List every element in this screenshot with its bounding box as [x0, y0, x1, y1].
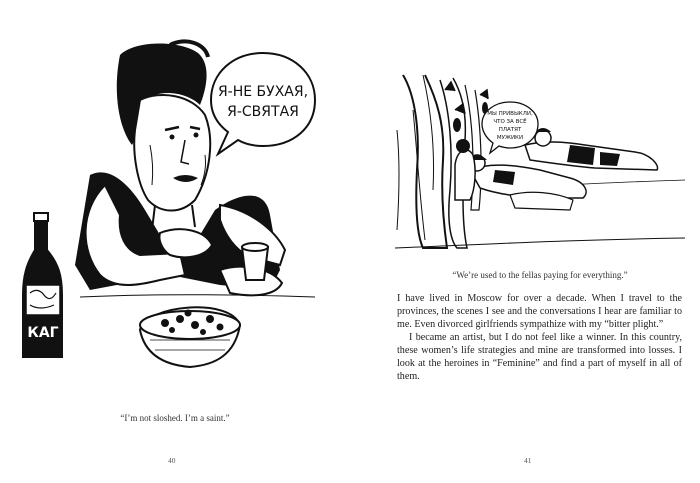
right-caption: “We’re used to the fellas paying for everything.”	[452, 270, 628, 280]
right-bubble-line4: МУЖИКИ	[496, 135, 524, 141]
right-page-number: 41	[524, 456, 532, 465]
paragraph-1: I have lived in Moscow for over a decade. When I travel to the provinces, the scenes I see and the conversations I hear are familiar to me. Even divorced girlfriends sympathize with my “bitter plight.”	[397, 293, 682, 330]
women-in-park-illustration	[395, 70, 690, 255]
left-bubble-line2: Я-СВЯТАЯ	[227, 104, 299, 120]
body-text	[397, 292, 682, 383]
left-bubble-line1: Я-НЕ БУХАЯ,	[217, 84, 309, 100]
bottle-label: КАГ	[27, 325, 59, 341]
left-speech-bubble	[208, 48, 318, 158]
right-speech-bubble	[480, 100, 540, 155]
right-bubble-line2: ЧТО ЗА ВСЁ	[493, 119, 527, 125]
left-page-number: 40	[168, 456, 176, 465]
right-bubble-line3: ПЛАТЯТ	[498, 127, 522, 133]
right-bubble-line1: МЫ ПРИВЫКЛИ,	[487, 111, 533, 117]
left-caption: “I’m not sloshed. I’m a saint.”	[120, 413, 230, 423]
paragraph-2: I became an artist, but I do not feel like a winner. In this country, these women’s life strategies and mine are transformed into losses. I look at the heroines in “Feminine” and find a part of myself in all of them.	[397, 332, 682, 382]
